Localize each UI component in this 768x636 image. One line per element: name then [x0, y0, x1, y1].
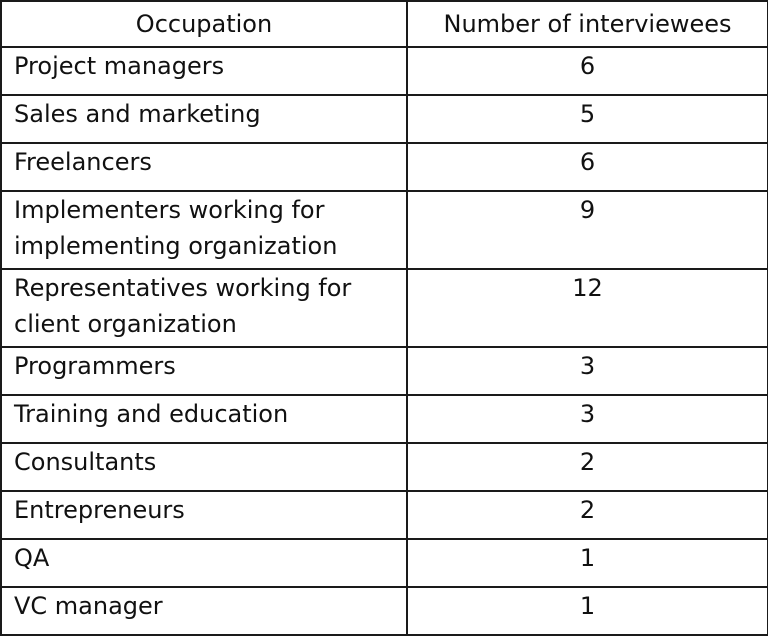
count-cell: 1	[407, 539, 768, 587]
occupation-cell	[1, 269, 407, 347]
occupation-line-1: Implementers working for	[14, 196, 325, 224]
occupation-line-2: implementing organization	[14, 232, 338, 260]
occupation-cell: Training and education	[1, 395, 407, 443]
table-row	[1, 191, 768, 269]
occupation-header: Occupation	[1, 1, 407, 47]
occupation-cell: Freelancers	[1, 143, 407, 191]
count-header: Number of interviewees	[407, 1, 768, 47]
table-row	[1, 587, 768, 635]
occupation-cell: QA	[1, 539, 407, 587]
table-row	[1, 47, 768, 95]
occupation-cell: VC manager	[1, 587, 407, 635]
table-row	[1, 143, 768, 191]
count-cell: 12	[407, 269, 768, 347]
count-cell: 6	[407, 143, 768, 191]
count-cell: 1	[407, 587, 768, 635]
occupation-line-1: Representatives working for	[14, 274, 352, 302]
count-cell: 3	[407, 395, 768, 443]
table-row	[1, 443, 768, 491]
table-row	[1, 95, 768, 143]
table-row	[1, 395, 768, 443]
occupation-cell: Sales and marketing	[1, 95, 407, 143]
table-row	[1, 491, 768, 539]
header-row	[1, 1, 768, 47]
occupation-cell: Entrepreneurs	[1, 491, 407, 539]
table-row	[1, 269, 768, 347]
table-row	[1, 539, 768, 587]
count-cell: 6	[407, 47, 768, 95]
count-cell: 9	[407, 191, 768, 269]
occupation-cell	[1, 191, 407, 269]
occupation-cell: Consultants	[1, 443, 407, 491]
table-row	[1, 347, 768, 395]
count-cell: 3	[407, 347, 768, 395]
count-cell: 2	[407, 443, 768, 491]
occupation-cell: Programmers	[1, 347, 407, 395]
occupation-line-2: client organization	[14, 310, 237, 338]
count-cell: 5	[407, 95, 768, 143]
count-cell: 2	[407, 491, 768, 539]
occupation-cell: Project managers	[1, 47, 407, 95]
